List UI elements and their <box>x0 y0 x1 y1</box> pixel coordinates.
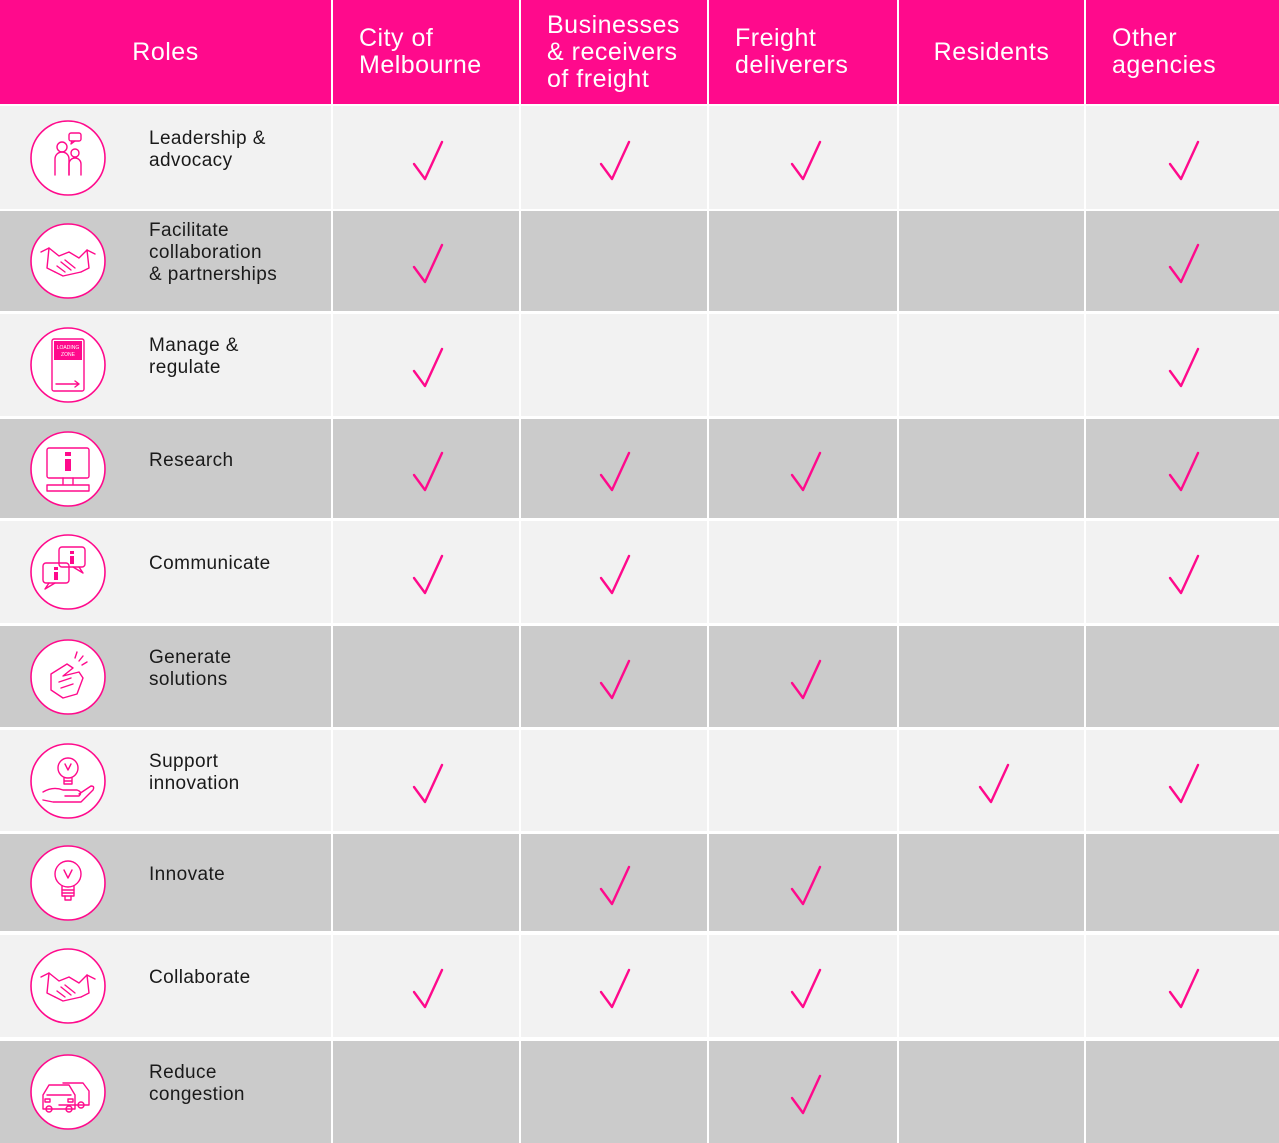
role-label: Collaborate <box>149 967 251 988</box>
role-cell <box>0 314 331 416</box>
cell-city-of-melbourne <box>333 419 519 518</box>
table-row <box>0 521 1279 623</box>
role-cell <box>0 626 331 727</box>
cell-other-agencies <box>1086 1041 1279 1143</box>
header-other-agencies: Other agencies <box>1086 0 1279 104</box>
cell-other-agencies <box>1086 211 1279 311</box>
role-label: Leadership & advocacy <box>149 128 266 171</box>
table-row <box>0 730 1279 831</box>
checkmark-icon <box>598 451 632 493</box>
cell-other-agencies <box>1086 935 1279 1037</box>
checkmark-icon <box>598 968 632 1010</box>
cell-freight-deliverers <box>709 834 897 931</box>
checkmark-icon <box>411 451 445 493</box>
checkmark-icon <box>789 865 823 907</box>
hand-lightbulb-icon <box>29 742 107 820</box>
role-cell <box>0 834 331 931</box>
cell-other-agencies <box>1086 730 1279 831</box>
cell-residents <box>899 419 1084 518</box>
role-label: Facilitate collaboration & partnerships <box>149 220 278 285</box>
role-cell <box>0 730 331 831</box>
cell-freight-deliverers <box>709 730 897 831</box>
snapping-fingers-icon <box>29 638 107 716</box>
checkmark-icon <box>1167 763 1201 805</box>
checkmark-icon <box>789 140 823 182</box>
cell-city-of-melbourne <box>333 211 519 311</box>
cell-other-agencies <box>1086 419 1279 518</box>
checkmark-icon <box>411 347 445 389</box>
checkmark-icon <box>977 763 1011 805</box>
cell-other-agencies <box>1086 106 1279 209</box>
sign-text: LOADING <box>56 345 80 351</box>
role-label: Generate solutions <box>149 647 232 690</box>
checkmark-icon <box>789 451 823 493</box>
lightbulb-icon <box>29 844 107 922</box>
header-businesses-receivers-of-freight: Businesses & receivers of freight <box>521 0 707 104</box>
cell-freight-deliverers <box>709 935 897 1037</box>
cell-residents <box>899 834 1084 931</box>
cell-city-of-melbourne <box>333 834 519 931</box>
cell-businesses-receivers-of-freight <box>521 106 707 209</box>
cars-icon <box>29 1053 107 1131</box>
role-label: Research <box>149 450 234 471</box>
cell-businesses-receivers-of-freight <box>521 211 707 311</box>
cell-businesses-receivers-of-freight <box>521 419 707 518</box>
speech-bubbles-info-icon <box>29 533 107 611</box>
loading-zone-sign-icon <box>29 326 107 404</box>
checkmark-icon <box>411 140 445 182</box>
table-row <box>0 626 1279 727</box>
cell-freight-deliverers <box>709 106 897 209</box>
cell-freight-deliverers <box>709 419 897 518</box>
checkmark-icon <box>1167 347 1201 389</box>
handshake-icon <box>29 222 107 300</box>
checkmark-icon <box>411 243 445 285</box>
header-city-of-melbourne: City of Melbourne <box>333 0 519 104</box>
cell-other-agencies <box>1086 521 1279 623</box>
cell-residents <box>899 211 1084 311</box>
handshake-icon <box>29 947 107 1025</box>
checkmark-icon <box>789 968 823 1010</box>
cell-residents <box>899 730 1084 831</box>
sign-text: ZONE <box>61 352 75 358</box>
cell-other-agencies <box>1086 626 1279 727</box>
role-label: Support innovation <box>149 751 240 794</box>
cell-city-of-melbourne <box>333 935 519 1037</box>
cell-city-of-melbourne <box>333 521 519 623</box>
header-freight-deliverers: Freight deliverers <box>709 0 897 104</box>
role-cell <box>0 106 331 209</box>
role-label: Innovate <box>149 864 226 885</box>
cell-freight-deliverers <box>709 1041 897 1143</box>
cell-other-agencies <box>1086 834 1279 931</box>
role-cell <box>0 211 331 311</box>
header-roles: Roles <box>0 0 331 104</box>
table-row <box>0 935 1279 1037</box>
checkmark-icon <box>789 1074 823 1116</box>
cell-freight-deliverers <box>709 521 897 623</box>
people-icon <box>29 119 107 197</box>
header-residents: Residents <box>899 0 1084 104</box>
cell-businesses-receivers-of-freight <box>521 834 707 931</box>
cell-businesses-receivers-of-freight <box>521 1041 707 1143</box>
cell-freight-deliverers <box>709 314 897 416</box>
cell-residents <box>899 1041 1084 1143</box>
cell-businesses-receivers-of-freight <box>521 626 707 727</box>
checkmark-icon <box>411 968 445 1010</box>
checkmark-icon <box>598 865 632 907</box>
checkmark-icon <box>1167 968 1201 1010</box>
checkmark-icon <box>1167 243 1201 285</box>
table-row <box>0 834 1279 931</box>
role-cell <box>0 1041 331 1143</box>
cell-residents <box>899 521 1084 623</box>
role-label: Manage & regulate <box>149 335 239 378</box>
cell-city-of-melbourne <box>333 1041 519 1143</box>
cell-businesses-receivers-of-freight <box>521 521 707 623</box>
cell-freight-deliverers <box>709 211 897 311</box>
cell-city-of-melbourne <box>333 314 519 416</box>
checkmark-icon <box>411 554 445 596</box>
checkmark-icon <box>598 659 632 701</box>
table-row <box>0 314 1279 416</box>
cell-city-of-melbourne <box>333 106 519 209</box>
table-row <box>0 106 1279 209</box>
checkmark-icon <box>411 763 445 805</box>
cell-businesses-receivers-of-freight <box>521 314 707 416</box>
checkmark-icon <box>598 140 632 182</box>
checkmark-icon <box>1167 140 1201 182</box>
cell-other-agencies <box>1086 314 1279 416</box>
cell-residents <box>899 314 1084 416</box>
role-cell <box>0 419 331 518</box>
cell-businesses-receivers-of-freight <box>521 935 707 1037</box>
computer-info-icon <box>29 430 107 508</box>
checkmark-icon <box>1167 554 1201 596</box>
cell-residents <box>899 935 1084 1037</box>
role-cell <box>0 521 331 623</box>
table-row <box>0 211 1279 311</box>
checkmark-icon <box>1167 451 1201 493</box>
cell-city-of-melbourne <box>333 730 519 831</box>
cell-residents <box>899 626 1084 727</box>
role-label: Communicate <box>149 553 271 574</box>
cell-businesses-receivers-of-freight <box>521 730 707 831</box>
cell-residents <box>899 106 1084 209</box>
table-row <box>0 1041 1279 1143</box>
checkmark-icon <box>789 659 823 701</box>
cell-city-of-melbourne <box>333 626 519 727</box>
checkmark-icon <box>598 554 632 596</box>
cell-freight-deliverers <box>709 626 897 727</box>
table-row <box>0 419 1279 518</box>
role-cell <box>0 935 331 1037</box>
role-label: Reduce congestion <box>149 1062 245 1105</box>
